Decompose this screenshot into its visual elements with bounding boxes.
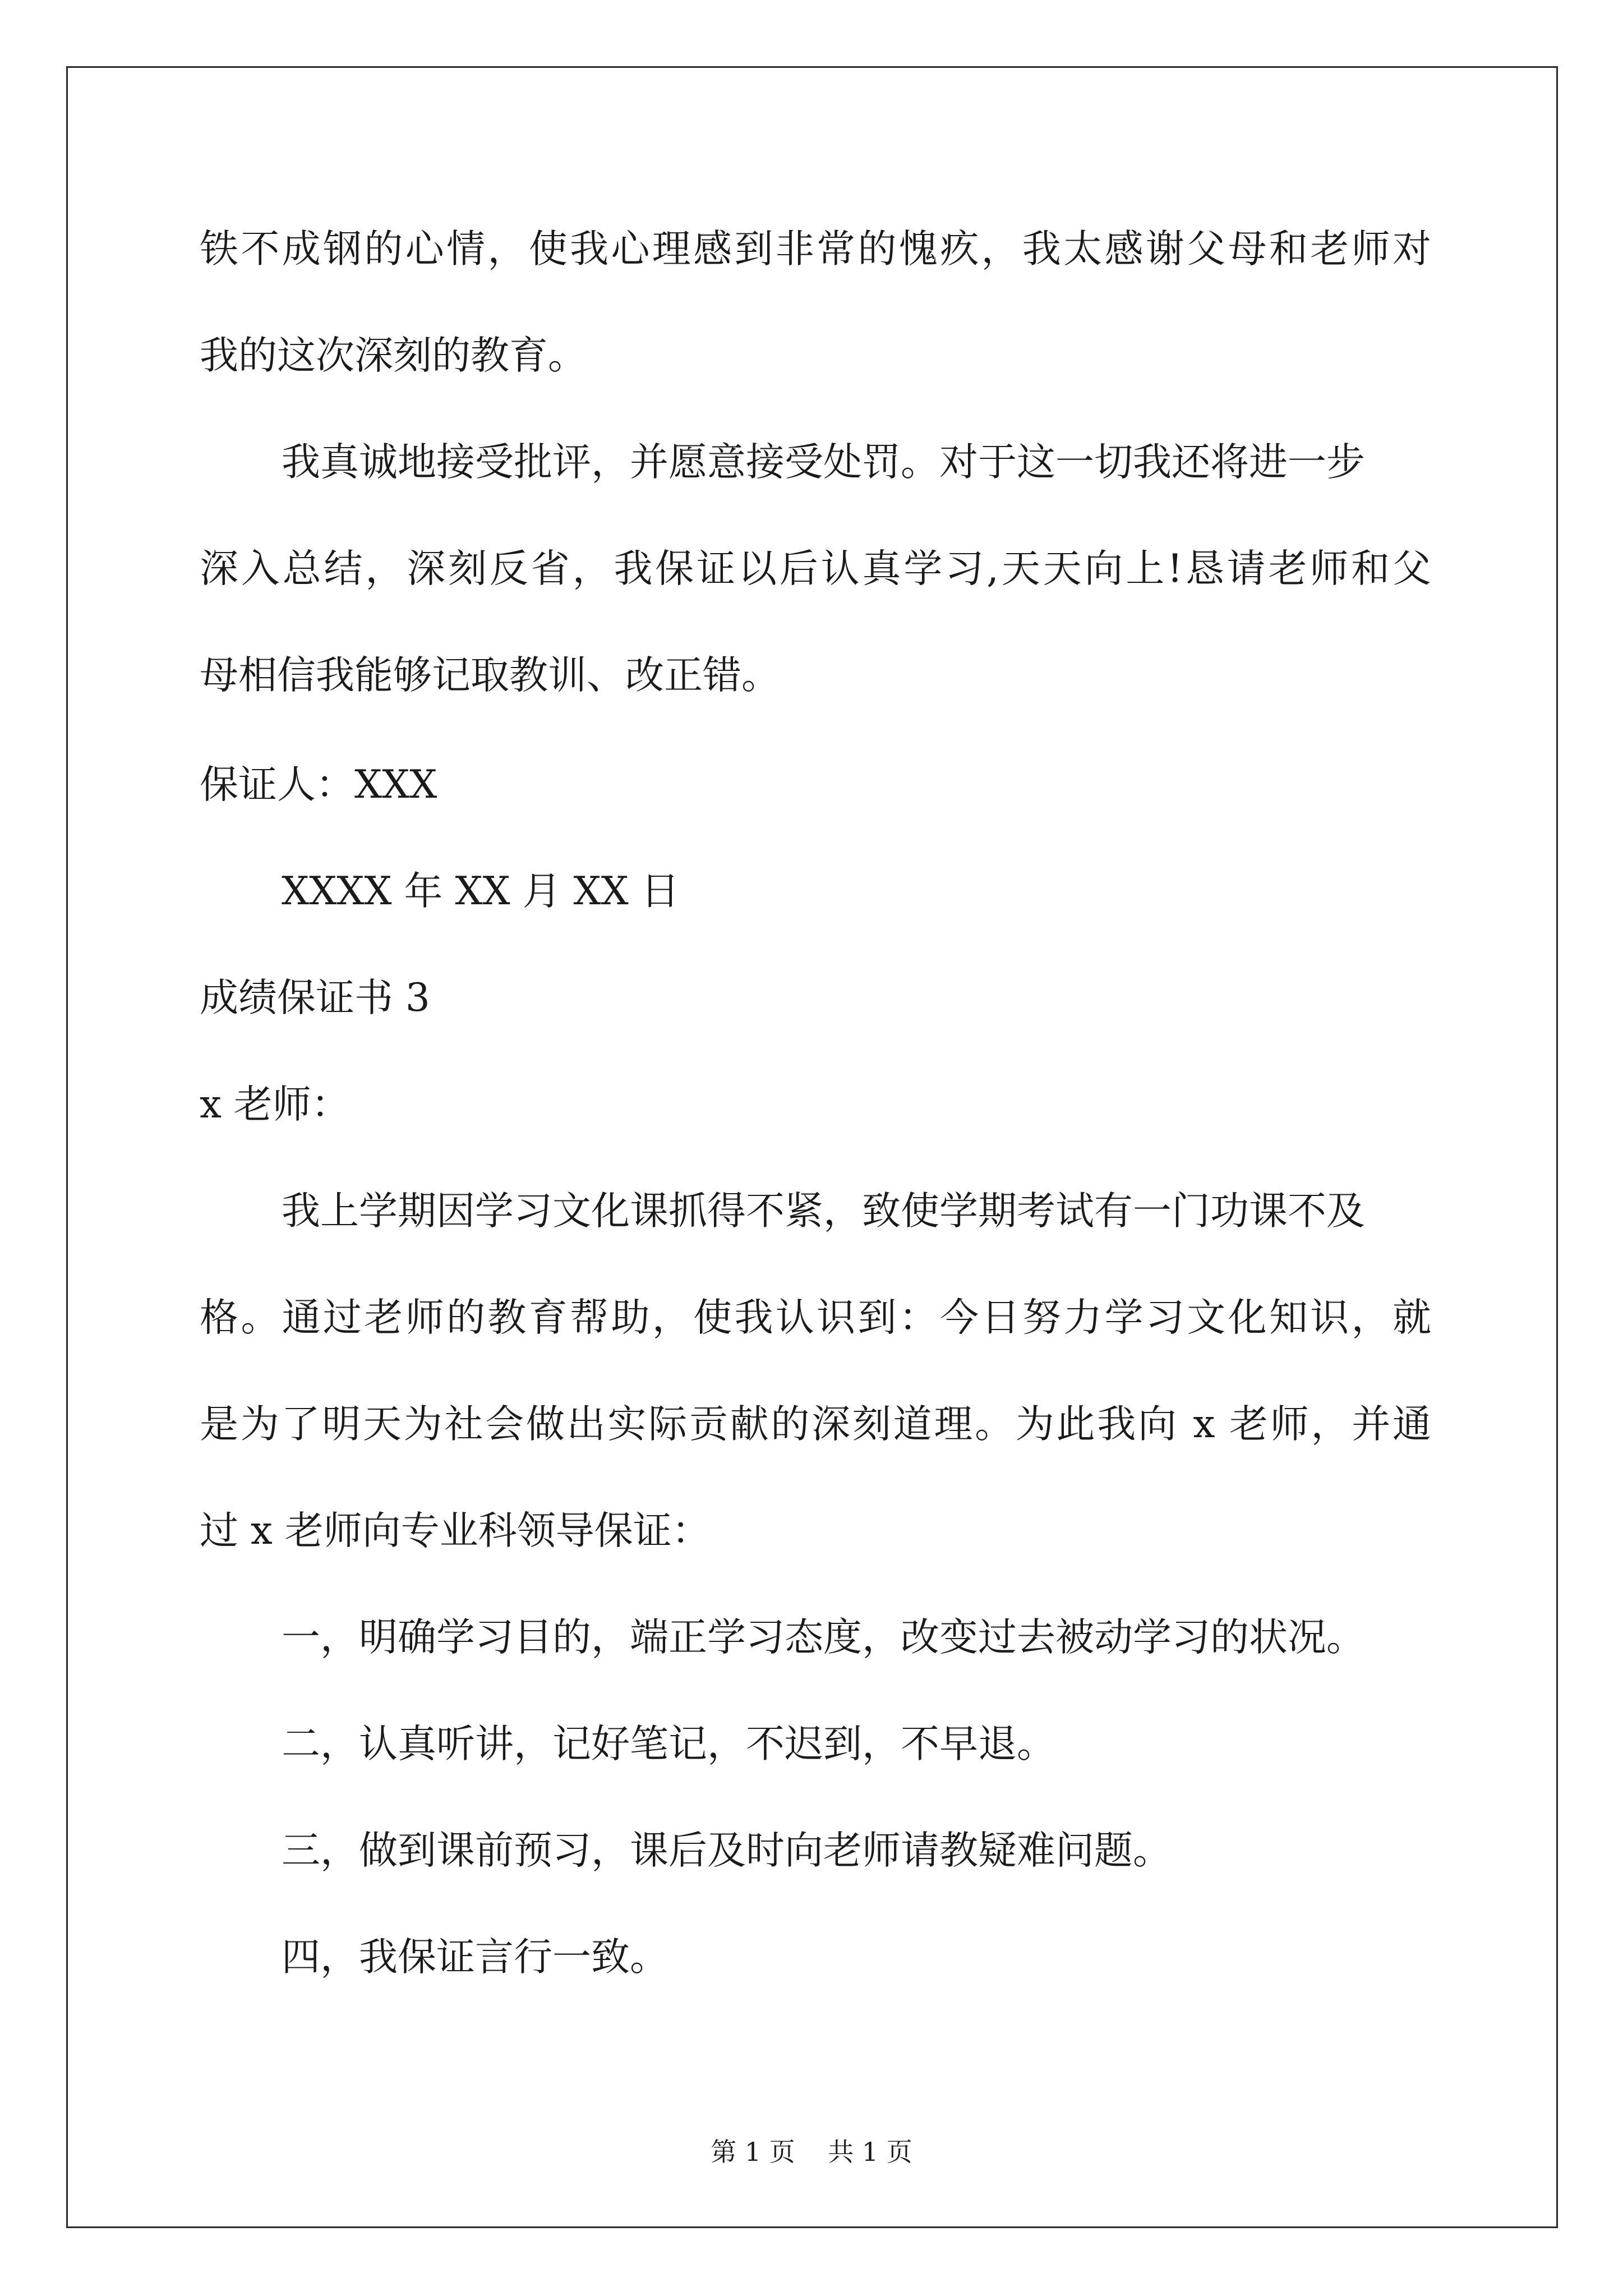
body-line-8: 是为了明天为社会做出实际贡献的深刻道理。为此我向 x 老师，并通 xyxy=(200,1402,1431,1447)
body-line-4: 深入总结，深刻反省，我保证以后认真学习,天天向上!恳请老师和父 xyxy=(200,546,1431,591)
signature-label: 保证人：XXX xyxy=(200,762,437,807)
body-line-3: 我真诚地接受批评，并愿意接受处罚。对于这一切我还将进一步 xyxy=(282,440,1365,485)
body-line-7: 格。通过老师的教育帮助，使我认识到：今日努力学习文化知识，就 xyxy=(200,1295,1431,1340)
page-number-footer: 第 1 页 共 1 页 xyxy=(711,2137,912,2167)
pledge-item-1: 一，明确学习目的，端正学习态度，改变过去被动学习的状况。 xyxy=(282,1615,1365,1660)
salutation: x 老师： xyxy=(200,1082,350,1127)
body-line-9: 过 x 老师向专业科领导保证： xyxy=(200,1508,711,1553)
pledge-item-2: 二，认真听讲，记好笔记，不迟到，不早退。 xyxy=(282,1722,1055,1766)
body-line-1: 铁不成钢的心情，使我心理感到非常的愧疚，我太感谢父母和老师对 xyxy=(200,227,1431,272)
page-border xyxy=(66,66,1558,2228)
body-line-5: 母相信我能够记取教训、改正错。 xyxy=(200,653,780,698)
pledge-item-3: 三，做到课前预习，课后及时向老师请教疑难问题。 xyxy=(282,1828,1172,1873)
body-line-2: 我的这次深刻的教育。 xyxy=(200,333,587,378)
pledge-item-4: 四，我保证言行一致。 xyxy=(282,1935,668,1980)
body-line-6: 我上学期因学习文化课抓得不紧，致使学期考试有一门功课不及 xyxy=(282,1189,1365,1234)
section-title: 成绩保证书 3 xyxy=(200,976,430,1020)
date-line: XXXX 年 XX 月 XX 日 xyxy=(282,869,680,914)
